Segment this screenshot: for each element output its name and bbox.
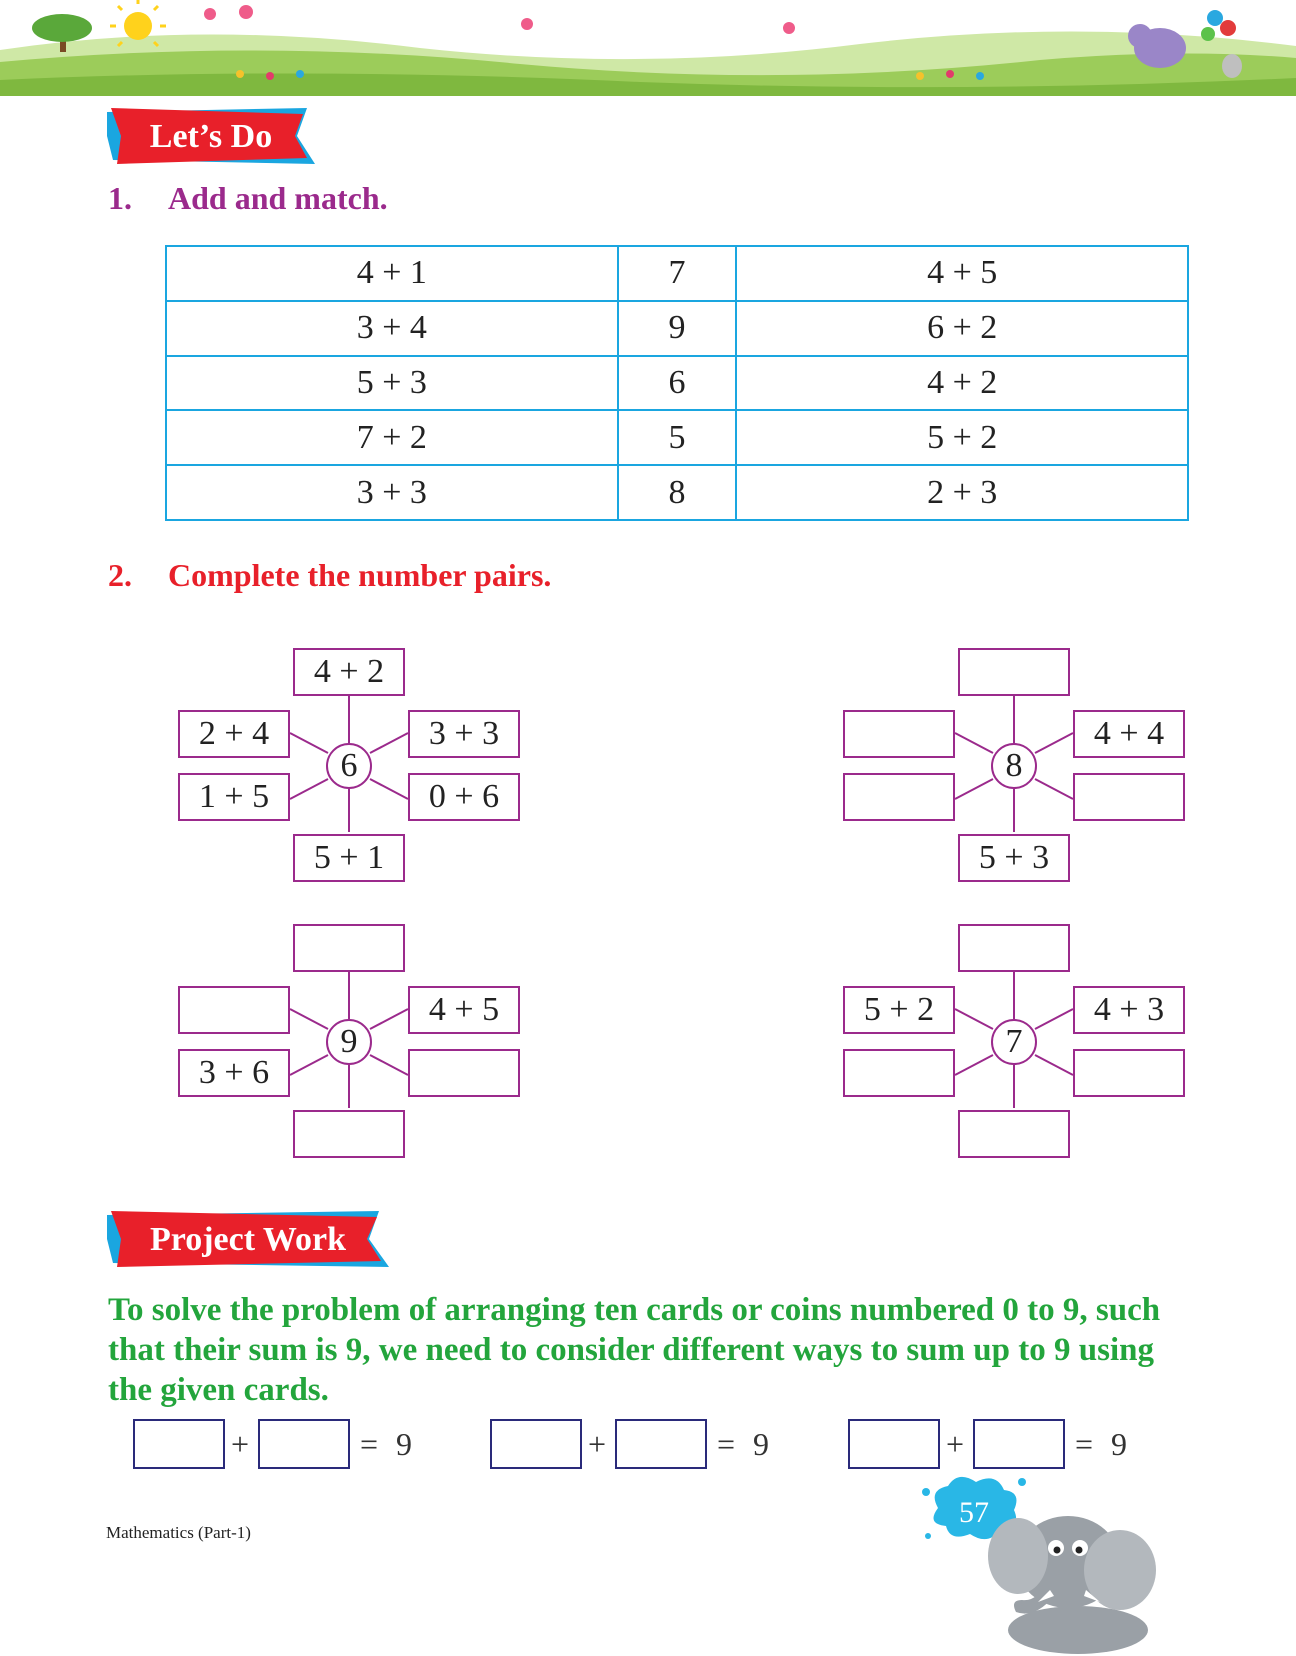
plus-sign: +	[588, 1426, 607, 1462]
web4-top-box[interactable]	[958, 924, 1070, 972]
table-cell: 4 + 1	[166, 246, 618, 301]
table-cell: 6 + 2	[736, 301, 1188, 356]
page-number: 57	[959, 1496, 989, 1529]
table-cell: 4 + 5	[736, 246, 1188, 301]
table-cell: 3 + 4	[166, 301, 618, 356]
q2-title: Complete the number pairs.	[168, 557, 552, 593]
sum-value: 9	[396, 1426, 412, 1462]
web2-center-number: 8	[991, 743, 1037, 789]
project-work-tag	[107, 1211, 389, 1267]
table-cell: 3 + 3	[166, 465, 618, 520]
table-cell: 7 + 2	[166, 410, 618, 465]
equals-sign: =	[360, 1426, 379, 1462]
web1-right-bottom-box[interactable]: 0 + 6	[408, 773, 520, 821]
web1-top-box[interactable]: 4 + 2	[293, 648, 405, 696]
web1-left-bottom-box[interactable]: 1 + 5	[178, 773, 290, 821]
web3-left-bottom-box[interactable]: 3 + 6	[178, 1049, 290, 1097]
web4-right-top-box[interactable]: 4 + 3	[1073, 986, 1185, 1034]
plus-sign: +	[231, 1426, 250, 1462]
table-cell: 5 + 2	[736, 410, 1188, 465]
plus-sign: +	[946, 1426, 965, 1462]
web2-right-bottom-box[interactable]	[1073, 773, 1185, 821]
card-box[interactable]	[973, 1419, 1065, 1469]
card-box[interactable]	[615, 1419, 707, 1469]
card-box[interactable]	[490, 1419, 582, 1469]
sum-value: 9	[1111, 1426, 1127, 1462]
web4-right-bottom-box[interactable]	[1073, 1049, 1185, 1097]
table-cell: 4 + 2	[736, 356, 1188, 411]
project-work-label: Project Work	[149, 1221, 347, 1258]
web3-top-box[interactable]	[293, 924, 405, 972]
web3-right-top-box[interactable]: 4 + 5	[408, 986, 520, 1034]
card-box[interactable]	[848, 1419, 940, 1469]
web4-bottom-box[interactable]	[958, 1110, 1070, 1158]
table-cell: 5	[618, 410, 737, 465]
web2-top-box[interactable]	[958, 648, 1070, 696]
project-description: To solve the problem of arranging ten cards or coins numbered 0 to 9, such that their sum is 9, we need to consider different ways to sum up to 9 using the given cards.	[108, 1292, 1161, 1408]
table-cell: 7	[618, 246, 737, 301]
elephant-splash-icon	[918, 1470, 1188, 1656]
sum-value: 9	[753, 1426, 769, 1462]
web2-right-top-box[interactable]: 4 + 4	[1073, 710, 1185, 758]
web1-left-top-box[interactable]: 2 + 4	[178, 710, 290, 758]
table-cell: 5 + 3	[166, 356, 618, 411]
web1-bottom-box[interactable]: 5 + 1	[293, 834, 405, 882]
table-cell: 8	[618, 465, 737, 520]
q2-number: 2.	[108, 557, 132, 593]
card-box[interactable]	[133, 1419, 225, 1469]
web4-left-top-box[interactable]: 5 + 2	[843, 986, 955, 1034]
table-cell: 2 + 3	[736, 465, 1188, 520]
web1-right-top-box[interactable]: 3 + 3	[408, 710, 520, 758]
q1-title: Add and match.	[168, 180, 388, 216]
card-box[interactable]	[258, 1419, 350, 1469]
web4-center-number: 7	[991, 1019, 1037, 1065]
web2-bottom-box[interactable]: 5 + 3	[958, 834, 1070, 882]
equals-sign: =	[1075, 1426, 1094, 1462]
web4-left-bottom-box[interactable]	[843, 1049, 955, 1097]
web1-center-number: 6	[326, 743, 372, 789]
web2-left-top-box[interactable]	[843, 710, 955, 758]
table-cell: 9	[618, 301, 737, 356]
web3-bottom-box[interactable]	[293, 1110, 405, 1158]
q1-number: 1.	[108, 180, 132, 216]
web3-center-number: 9	[326, 1019, 372, 1065]
table-cell: 6	[618, 356, 737, 411]
web3-left-top-box[interactable]	[178, 986, 290, 1034]
web3-right-bottom-box[interactable]	[408, 1049, 520, 1097]
equals-sign: =	[717, 1426, 736, 1462]
book-title: Mathematics (Part-1)	[106, 1523, 251, 1542]
lets-do-label: Let’s Do	[149, 118, 273, 155]
web2-left-bottom-box[interactable]	[843, 773, 955, 821]
